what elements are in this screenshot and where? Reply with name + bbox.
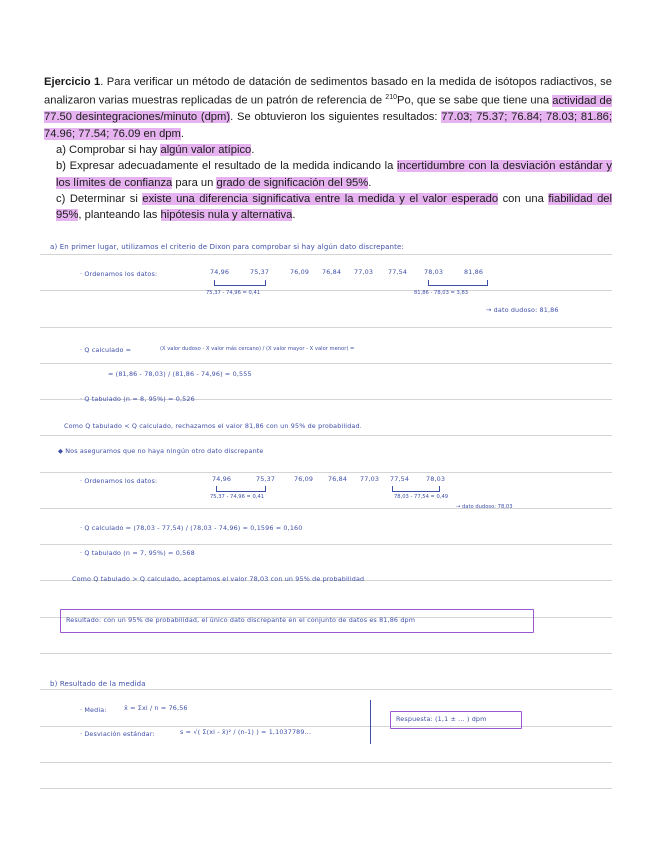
ruled-line [40,435,612,436]
question-c-highlight-3: hipótesis nula y alternativa [160,209,293,222]
highlight-activity: actividad de 77.50 desintegraciones/minuto (dpm) [44,95,612,124]
gap-low: 75,37 - 74,96 = 0,41 [206,290,261,296]
sd-formula: s = √( Σ(xi - x̄)² / (n-1) ) = 1,1037789... [180,728,312,736]
question-b [44,158,612,191]
ruled-line [40,788,612,789]
qtab-label: · Q tabulado (n = 8, 95%) = 0,526 [80,395,195,403]
problem-statement [44,74,612,223]
order-value: 77,54 [390,475,410,483]
ruled-line [40,327,612,328]
highlight-results: 77.03; 75.37; 76.84; 78.03; 81.86; 74.96; 77.54; 76.09 en dpm [44,111,612,140]
order-value: 78,03 [424,268,444,276]
question-b-highlight-1: incertidumbre con la desviación estándar y los límites de confianza [56,160,612,189]
question-a-post: . [251,143,255,156]
isotope-mass: 210 [385,94,397,102]
ruled-line [40,653,612,654]
question-a-highlight: algún valor atípico [160,143,252,156]
qcalc-label: · Q calculado = [80,346,132,354]
order-label: · Ordenamos los datos: [80,270,158,278]
question-b-pre: b) Expresar adecuadamente el resultado de la medida indicando la [56,160,398,173]
suspect-value: → dato dudoso: 81,86 [486,306,559,314]
order-value: 77,54 [388,268,408,276]
question-c [44,191,612,224]
brace [370,700,371,744]
ruled-line [40,762,612,763]
conclusion-1: Como Q tabulado < Q calculado, rechazamos el valor 81,86 con un 95% de probabilidad. [64,422,362,430]
question-c-highlight-1: existe una diferencia significativa entre la medida y el valor esperado [142,192,499,205]
question-a-pre: a) Comprobar si hay [56,143,161,156]
gap-bracket [214,280,266,286]
conclusion-2: Como Q tabulado > Q calculado, aceptamos el valor 78,03 con un 95% de probabilidad [72,575,365,583]
question-a [44,142,612,158]
order-value: 78,03 [426,475,446,483]
isotope-text: Po, que se sabe que tiene una [396,95,553,108]
intro-text-2: . Se obtuvieron los siguientes resultados: [230,111,442,124]
part-b-intro: b) Resultado de la medida [50,680,146,688]
gap-bracket [392,486,440,492]
question-b-highlight-2: grado de significación del 95% [216,176,369,189]
gap-high: 81,86 - 78,03 = 3,83 [414,290,469,296]
order-value: 75,37 [256,475,276,483]
question-c-highlight-2: fiabilidad del 95% [56,192,613,222]
ruled-line [40,472,612,473]
qcalc-2: · Q calculado = (78,03 - 77,54) / (78,03 - 74,96) = 0,1596 = 0,160 [80,524,303,532]
gap-high-2: 78,03 - 77,54 = 0,49 [394,494,449,500]
ruled-line [40,363,612,364]
qcalc-sub: = (81,86 - 78,03) / (81,86 - 74,96) = 0,555 [108,370,252,378]
next-check: ◆ Nos aseguramos que no haya ningún otro dato discrepante [58,447,264,455]
gap-bracket [428,280,488,286]
ruled-line [40,290,612,291]
order-value: 81,86 [464,268,484,276]
order-value: 76,84 [322,268,342,276]
intro-text: . Para verificar un método de datación de sedimentos basado en la medida de isótopos radiactivos, se analizaron varias muestras replicadas de un patrón de referencia de [44,76,612,108]
order-value: 74,96 [210,268,230,276]
order-value: 76,84 [328,475,348,483]
order-label: · Ordenamos los datos: [80,477,158,485]
ruled-line [40,508,612,509]
question-b-mid: para un [172,176,217,189]
order-value: 76,09 [294,475,314,483]
question-b-post: . [368,176,372,189]
question-c-pre: c) Determinar si [56,192,143,205]
order-value: 76,09 [290,268,310,276]
ruled-line [40,544,612,545]
ruled-line [40,689,612,690]
question-c-mid-2: , planteando las [78,209,161,222]
problem-title: Ejercicio 1 [44,76,101,88]
result-a: Resultado: con un 95% de probabilidad, el único dato discrepante en el conjunto de datos es 81,86 dpm [66,616,416,624]
qcalc-formula: (X valor dudoso - X valor más cercano) / (X valor mayor - X valor menor) = [160,346,355,352]
ruled-line [40,254,612,255]
question-c-mid: con una [498,192,549,205]
period: . [180,127,184,140]
mean-formula: x̄ = Σxi / n = 76,56 [124,704,188,712]
gap-bracket [216,486,266,492]
qtab-2: · Q tabulado (n = 7, 95%) = 0,568 [80,549,195,557]
part-a-intro: a) En primer lugar, utilizamos el criterio de Dixon para comprobar si hay algún dato discrepante: [50,243,405,251]
order-value: 75,37 [250,268,270,276]
ruled-line [40,726,612,727]
gap-low-2: 75,37 - 74,96 = 0,41 [210,494,265,500]
answer-b: Respuesta: (1,1 ± ... ) dpm [396,715,487,723]
sd-label: · Desviación estándar: [80,730,155,738]
order-value: 77,03 [354,268,374,276]
suspect-value-2: → dato dudoso: 78,03 [456,504,513,510]
question-c-post: . [292,209,296,222]
order-value: 77,03 [360,475,380,483]
order-value: 74,96 [212,475,232,483]
problem-intro [44,74,612,142]
mean-label: · Media: [80,706,107,714]
